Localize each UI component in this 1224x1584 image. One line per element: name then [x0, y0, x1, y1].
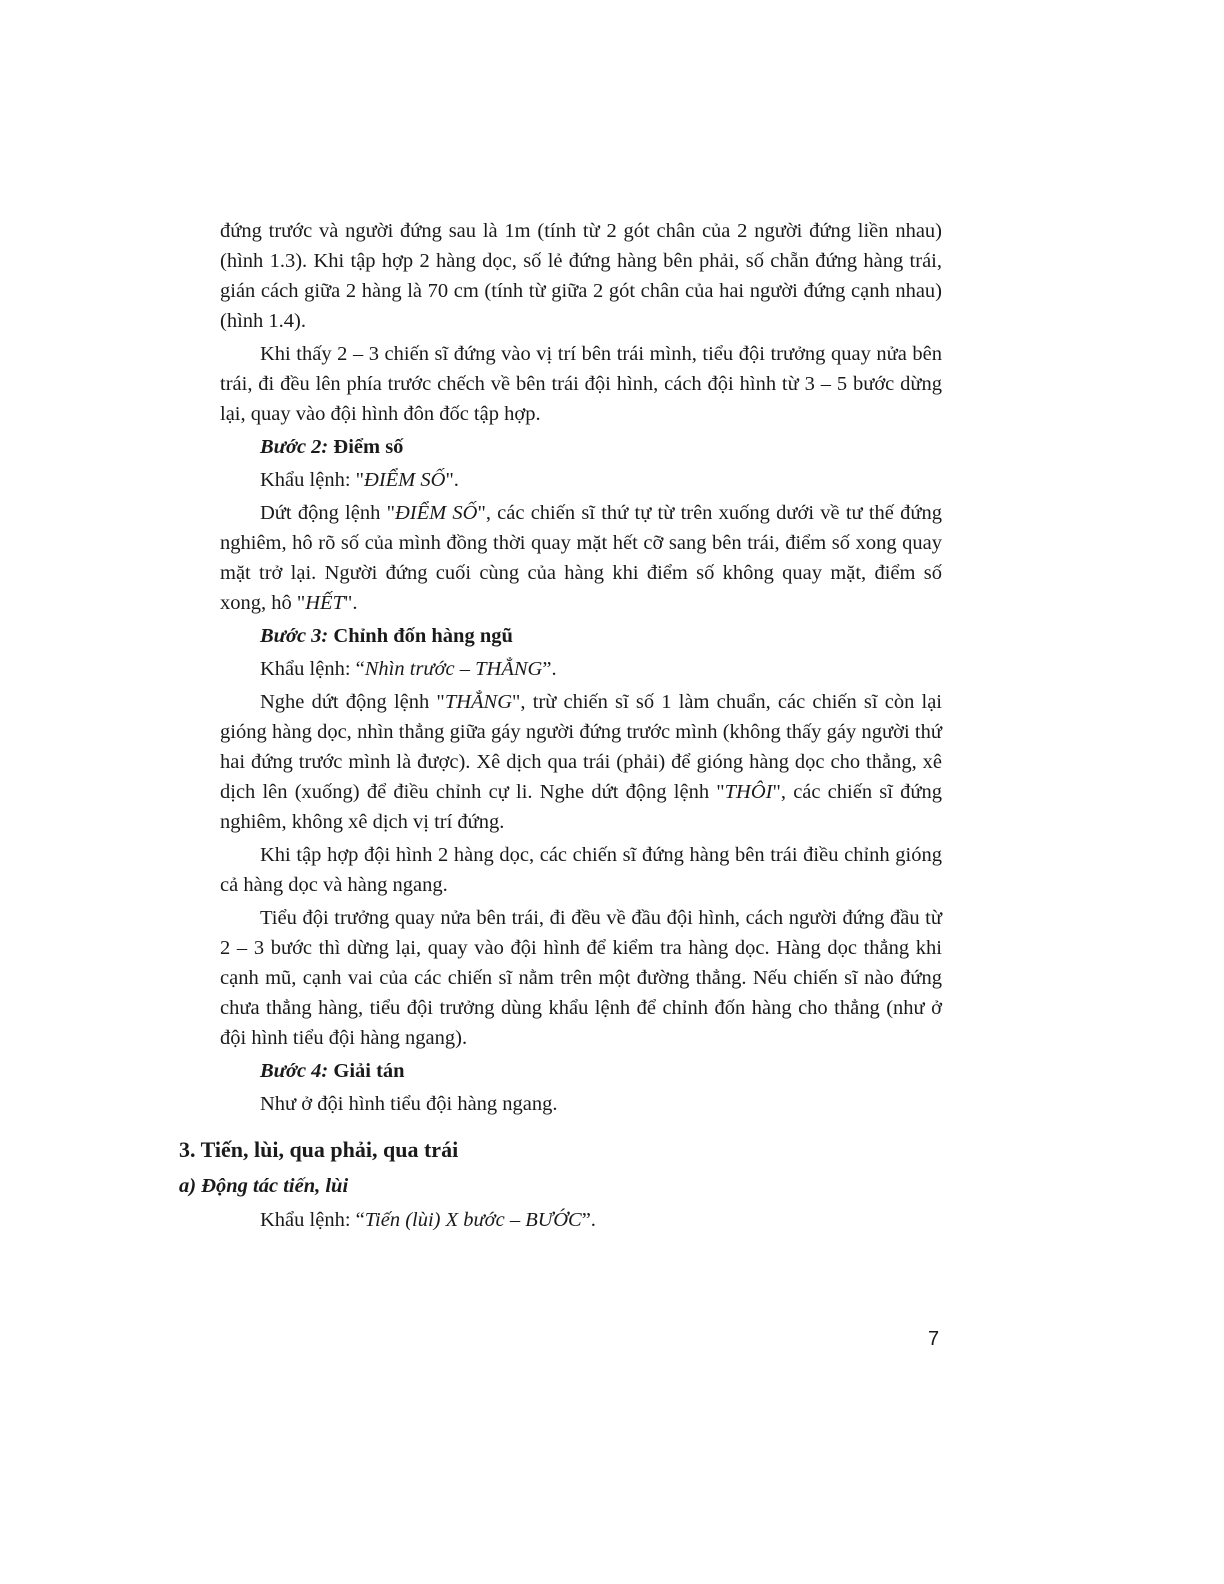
paragraph-align-column: Nghe dứt động lệnh "THẲNG", trừ chiến sĩ số 1 làm chuẩn, các chiến sĩ còn lại gióng hàng dọc, nhìn thẳng giữa gáy người đứng trước mình (không thấy gáy người thứ hai đứng trước mình là được). Xê dịch qua trái (phải) để gióng hàng dọc cho thẳng, xê dịch lên (xuống) để điều chỉnh cự li. Nghe dứt động lệnh "THÔI", các chiến sĩ đứng nghiêm, không xê dịch vị trí đứng. — [220, 691, 943, 833]
step-2-label: Bước 2: — [260, 436, 329, 458]
paragraph-squad-leader-position: Khi thấy 2 – 3 chiến sĩ đứng vào vị trí bên trái mình, tiểu đội trưởng quay nửa bên trái, đi đều lên phía trước chếch về bên trái đội hình, cách đội hình từ 3 – 5 bước dừng lại, quay vào đội hình đôn đốc tập hợp. — [220, 343, 942, 425]
command-forward-backward: Khẩu lệnh: “Tiến (lùi) X bước – BƯỚC”. — [260, 1209, 596, 1231]
step-3-title: Chỉnh đốn hàng ngũ — [333, 625, 513, 647]
command-text: ĐIỂM SỐ — [364, 469, 446, 491]
command-text: ĐIỂM SỐ — [394, 502, 478, 524]
step-3-label: Bước 3: — [260, 625, 329, 647]
page-number: 7 — [928, 1328, 940, 1350]
step-4-label: Bước 4: — [260, 1060, 329, 1082]
paragraph-spacing-rules: đứng trước và người đứng sau là 1m (tính từ 2 gót chân của 2 người đứng liền nhau) (hình 1.3). Khi tập hợp 2 hàng dọc, số lẻ đứng hàng bên phải, số chẵn đứng hàng trái, gián cách giữa 2 hàng là 70 cm (tính từ giữa 2 gót chân của hai người đứng cạnh nhau) (hình 1.4). — [220, 220, 942, 332]
step-4-heading — [220, 1056, 942, 1086]
paragraph-count-off: Dứt động lệnh "ĐIỂM SỐ", các chiến sĩ thứ tự từ trên xuống dưới về tư thế đứng nghiêm, hô rõ số của mình đồng thời quay mặt hết cỡ sang bên trái, điểm số xong quay mặt trở lại. Người đứng cuối cùng của hàng khi điểm số không quay mặt, điểm số xong, hô "HẾT". — [220, 502, 942, 614]
command-step-3: Khẩu lệnh: “Nhìn trước – THẲNG”. — [260, 658, 557, 680]
command-text: Nhìn trước – THẲNG — [364, 658, 543, 680]
step-2-heading — [220, 432, 942, 462]
page-body — [179, 216, 943, 1238]
section-heading-3: 3. Tiến, lùi, qua phải, qua trái — [179, 1137, 459, 1162]
command-step-2: Khẩu lệnh: "ĐIỂM SỐ". — [260, 469, 459, 491]
step-3-heading — [220, 621, 942, 651]
step-4-title: Giải tán — [333, 1060, 405, 1082]
paragraph-two-columns: Khi tập hợp đội hình 2 hàng dọc, các chiến sĩ đứng hàng bên trái điều chỉnh gióng cả hàng dọc và hàng ngang. — [220, 844, 942, 896]
command-text: THẲNG — [444, 691, 513, 713]
command-text: HẾT — [305, 592, 344, 614]
command-text: THÔI — [724, 781, 773, 803]
step-2-title: Điểm số — [333, 436, 404, 458]
paragraph-leader-check: Tiểu đội trưởng quay nửa bên trái, đi đều về đầu đội hình, cách người đứng đầu từ 2 – 3 bước thì dừng lại, quay vào đội hình để kiểm tra hàng dọc. Hàng dọc thẳng khi cạnh mũ, cạnh vai của các chiến sĩ nằm trên một đường thẳng. Nếu chiến sĩ nào đứng chưa thẳng hàng, tiểu đội trưởng dùng khẩu lệnh để chỉnh đốn hàng cho thẳng (như ở đội hình tiểu đội hàng ngang). — [220, 907, 942, 1049]
paragraph-dismiss: Như ở đội hình tiểu đội hàng ngang. — [260, 1093, 558, 1115]
command-text: Tiến (lùi) X bước – BƯỚC — [364, 1209, 582, 1231]
subsection-heading-a: a) Động tác tiến, lùi — [179, 1175, 349, 1197]
